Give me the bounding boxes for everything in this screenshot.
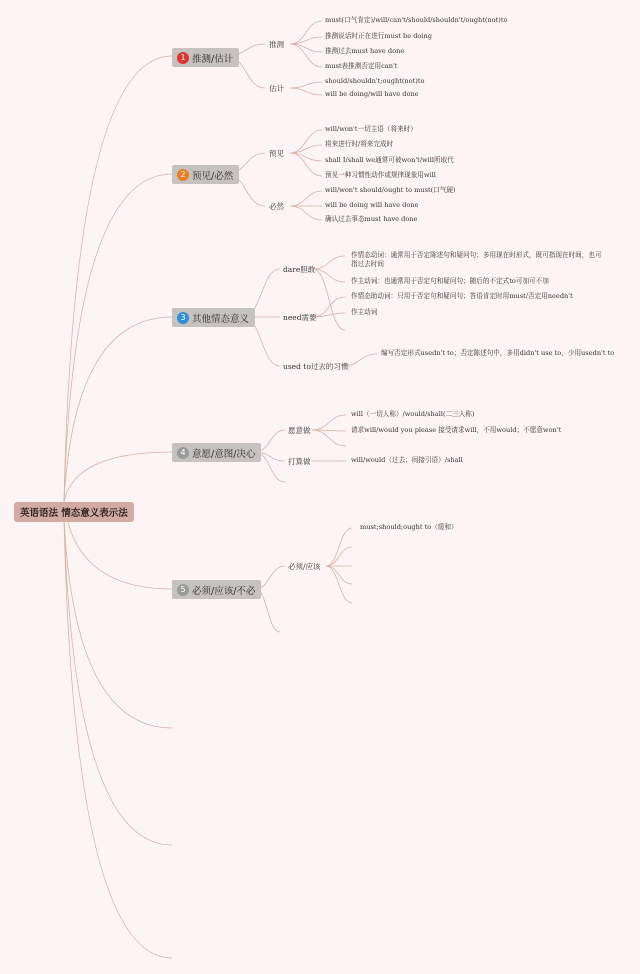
leaf-item[interactable]: 作主动词：也通常用于否定句和疑问句；随后的不定式to可加可不加 [351, 277, 549, 285]
leaf-item[interactable]: will be doing/will have done [325, 90, 419, 98]
topic-label: 预见/必然 [192, 170, 234, 182]
topic-other-modal-meanings[interactable] [172, 308, 255, 327]
leaf-item[interactable]: must;should;ought to（缓和） [360, 523, 458, 531]
topic-must-should-needless[interactable] [172, 580, 261, 599]
leaf-item[interactable]: must(口气肯定)/will/can't/should/shouldn't/ought(not)to [325, 16, 508, 24]
topic-label: 必须/应该/不必 [192, 585, 256, 597]
edge-b2-s1-leaf-4 [290, 153, 322, 176]
leaf-item[interactable]: 作主动词 [351, 308, 378, 316]
leaf-item[interactable]: 请求will/would you please 接受请求will，不用would；不愿意won't [351, 426, 562, 434]
leaf-item[interactable]: will be doing will have done [325, 201, 419, 209]
subtopic-need[interactable]: need需要 [283, 313, 317, 322]
number-badge-3: 3 [177, 312, 189, 324]
leaf-item[interactable]: will（一切人称）/would/shall(二三人称) [351, 410, 475, 418]
subtopic-used-to[interactable]: used to过去的习惯 [283, 362, 349, 371]
edge-b4-s1-leaf-3 [312, 430, 346, 446]
edge-b3-s1-leaf-1 [313, 256, 345, 269]
edge-b2-s1-leaf-1 [290, 130, 322, 153]
root-topic[interactable] [14, 502, 134, 522]
edge-b2-s2-leaf-1 [290, 191, 322, 206]
leaf-item[interactable]: will/won't一切主语（将来时） [325, 125, 417, 133]
edge-b2-s2-leaf-3 [290, 206, 322, 220]
leaf-item[interactable]: 编写否定形式usedn't to；否定陈述句中，多用didn't use to，少用usedn't to [381, 349, 615, 357]
subtopic-prediction[interactable]: 预见 [269, 149, 284, 158]
number-badge-1: 1 [177, 52, 189, 64]
edge-root-empty-3 [64, 518, 172, 958]
subtopic-speculation[interactable]: 推测 [269, 40, 284, 49]
root-topic-label: 英语语法 情态意义表示法 [20, 508, 128, 519]
leaf-item[interactable]: 确认过去事态must have done [325, 215, 418, 223]
leaf-item[interactable]: 将来进行时/将来完成时 [325, 140, 394, 148]
edge-b5-s1-leaf-4 [326, 566, 352, 584]
leaf-item[interactable]: will/would（过去；间接引语）/shall [351, 456, 463, 464]
leaf-item[interactable]: 推测过去must have done [325, 47, 405, 55]
leaf-item[interactable]: must表推测否定用can't [325, 62, 398, 70]
subtopic-must-should[interactable]: 必须/应该 [288, 562, 321, 571]
leaf-item[interactable]: will/won't should/ought to must(口气硬) [325, 186, 456, 194]
edge-b5-s1-leaf-2 [326, 547, 352, 566]
subtopic-willing[interactable]: 愿意做 [288, 426, 311, 435]
topic-speculation-estimate[interactable] [172, 48, 239, 67]
topic-will-intention-determination[interactable] [172, 443, 261, 462]
edge-root-branch-4 [64, 452, 172, 502]
number-badge-5: 5 [177, 584, 189, 596]
number-badge-2: 2 [177, 169, 189, 181]
edge-root-branch-2 [64, 174, 172, 502]
leaf-item[interactable]: 推测说话时正在进行must be doing [325, 32, 432, 40]
number-badge-4: 4 [177, 447, 189, 459]
leaf-item[interactable]: shall I/shall we通常可被won't/will所取代 [325, 156, 454, 164]
leaf-item[interactable]: 作情态助动词：只用于否定句和疑问句；答语肯定时用must/否定用needn't [351, 292, 573, 300]
edge-b5-s1-leaf-5 [326, 566, 352, 603]
edge-b1-s2-leaf-2 [290, 88, 322, 95]
subtopic-necessity[interactable]: 必然 [269, 202, 284, 211]
subtopic-estimate[interactable]: 估计 [269, 84, 284, 93]
edge-b3-s1-leaf-3 [313, 269, 345, 330]
topic-label: 其他情态意义 [192, 313, 250, 325]
leaf-item[interactable]: 预见一种习惯性动作或规律现象用will [325, 171, 436, 179]
leaf-item[interactable]: should/shouldn't;ought(not)to [325, 77, 425, 85]
topic-label: 意愿/意图/决心 [192, 448, 256, 460]
topic-prediction-necessity[interactable] [172, 165, 239, 184]
edge-root-branch-1 [64, 56, 172, 502]
leaf-item[interactable]: 作情态动词：通常用于否定陈述句和疑问句；多用现在时形式，既可指现在时间，也可指过去时间 [351, 251, 602, 268]
edge-root-empty-2 [64, 518, 172, 845]
subtopic-plan[interactable]: 打算做 [288, 457, 311, 466]
edge-b4-s1-leaf-1 [312, 415, 346, 430]
edge-b1-s1-leaf-4 [290, 44, 322, 67]
edge-b5-s1-leaf-1 [326, 528, 352, 566]
edge-b1-s2-leaf-1 [290, 82, 322, 88]
topic-label: 推测/估计 [192, 53, 234, 65]
subtopic-dare[interactable]: dare胆敢 [283, 265, 316, 274]
